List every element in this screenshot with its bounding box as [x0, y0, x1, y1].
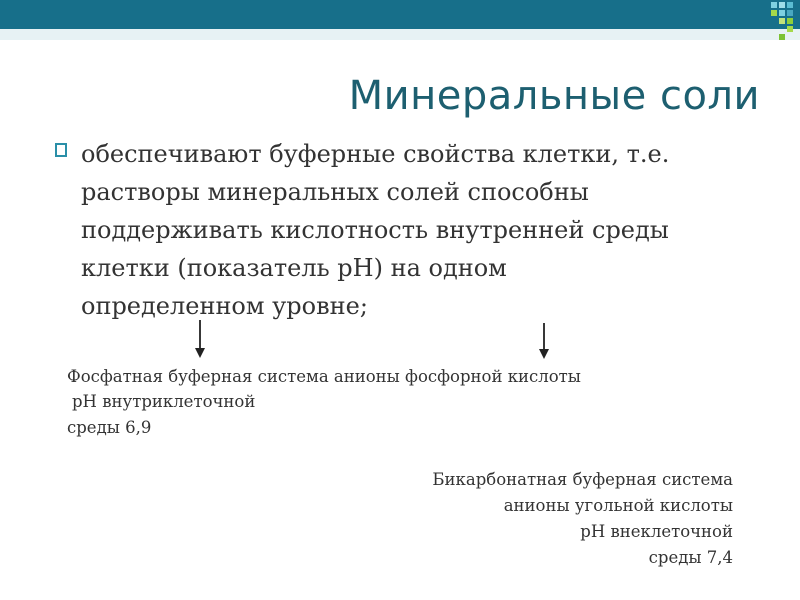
bicarbonate-anions-label: анионы угольной кислоты — [503, 496, 733, 515]
square-bullet-icon — [55, 143, 67, 157]
slide-title: Минеральные соли — [348, 73, 760, 119]
bullet-paragraph — [81, 135, 781, 325]
arrow-down-icon — [195, 320, 205, 360]
phosphate-ph-value: среды 6,9 — [67, 418, 152, 437]
bicarbonate-system-title: Бикарбонатная буферная система — [432, 470, 733, 489]
bullet-line: обеспечивают буферные свойства клетки, т.е. — [81, 140, 670, 168]
bullet-line: определенном уровне; — [81, 292, 368, 320]
header-bar — [0, 0, 800, 29]
bicarbonate-ph-value: среды 7,4 — [648, 548, 733, 567]
phosphate-ph-label: рН внутриклеточной — [72, 392, 256, 411]
arrow-down-icon — [539, 323, 549, 363]
bullet-line: растворы минеральных солей способны — [81, 178, 589, 206]
bullet-line: клетки (показатель рН) на одном — [81, 254, 507, 282]
header-accent-strip — [0, 29, 800, 40]
bicarbonate-ph-label: рН внеклеточной — [580, 522, 733, 541]
decorative-squares-icon — [771, 2, 799, 42]
phosphate-system-title: Фосфатная буферная система анионы фосфорной кислоты — [67, 367, 581, 386]
bullet-line: поддерживать кислотность внутренней среды — [81, 216, 669, 244]
